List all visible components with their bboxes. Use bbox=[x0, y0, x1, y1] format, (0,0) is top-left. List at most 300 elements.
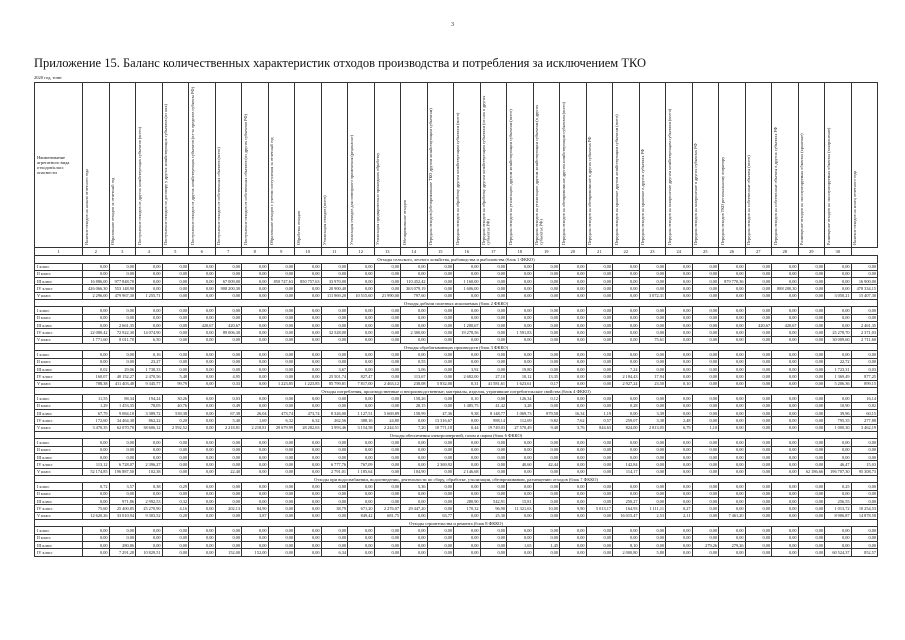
table-cell: 0,00 bbox=[83, 446, 110, 453]
table-cell: 0,00 bbox=[613, 534, 640, 541]
table-row bbox=[35, 402, 878, 409]
hazard-class-label: V класс bbox=[35, 380, 83, 387]
table-cell: 0,00 bbox=[295, 322, 322, 329]
table-cell: 0,00 bbox=[772, 549, 799, 556]
table-cell: 0,00 bbox=[613, 329, 640, 336]
table-cell: 0,00 bbox=[83, 542, 110, 549]
table-cell: 0,00 bbox=[162, 329, 189, 336]
table-cell: 0,00 bbox=[719, 498, 746, 505]
table-row bbox=[35, 549, 878, 556]
column-number: 25 bbox=[692, 248, 719, 256]
table-cell: 0,00 bbox=[480, 351, 507, 358]
table-cell: 0,00 bbox=[374, 454, 401, 461]
table-cell: 0,00 bbox=[268, 373, 295, 380]
table-cell: 3,67 bbox=[321, 366, 348, 373]
column-header bbox=[242, 83, 269, 248]
table-cell: 0,00 bbox=[268, 270, 295, 277]
table-cell: 0,00 bbox=[109, 454, 136, 461]
table-cell: 0,00 bbox=[348, 527, 375, 534]
table-cell: 0,00 bbox=[295, 454, 322, 461]
table-cell: 0,00 bbox=[666, 490, 693, 497]
table-cell: 0,00 bbox=[162, 351, 189, 358]
column-header-text: Передача отходов на хранение в других субъектах РФ bbox=[640, 148, 646, 245]
table-cell: 0,00 bbox=[533, 483, 560, 490]
table-cell: 0,00 bbox=[427, 395, 454, 402]
table-cell: 0,00 bbox=[268, 336, 295, 343]
table-cell: 0,00 bbox=[798, 329, 825, 336]
table-cell: 0,00 bbox=[136, 439, 163, 446]
table-cell: 0,00 bbox=[666, 549, 693, 556]
table-row bbox=[35, 278, 878, 285]
table-cell: 0,00 bbox=[533, 314, 560, 321]
table-cell: 0,00 bbox=[639, 278, 666, 285]
table-cell: 0,00 bbox=[613, 410, 640, 417]
table-cell: 0,00 bbox=[374, 395, 401, 402]
table-cell: 0,00 bbox=[295, 512, 322, 519]
table-cell: 0,00 bbox=[851, 534, 878, 541]
table-cell: 2 218,81 bbox=[242, 424, 269, 431]
table-cell: 0,17 bbox=[533, 380, 560, 387]
table-cell: 0,00 bbox=[666, 410, 693, 417]
table-cell: 15,81 bbox=[507, 498, 534, 505]
table-cell: 0,00 bbox=[348, 549, 375, 556]
table-cell: 0,00 bbox=[507, 307, 534, 314]
table-cell: 0,00 bbox=[374, 549, 401, 556]
table-cell: 0,00 bbox=[215, 542, 242, 549]
table-cell: 0,00 bbox=[851, 490, 878, 497]
table-cell: 0,00 bbox=[666, 454, 693, 461]
table-cell: 0,00 bbox=[215, 490, 242, 497]
table-cell: 0,00 bbox=[321, 336, 348, 343]
table-cell: 0,00 bbox=[374, 373, 401, 380]
table-cell: 2 791,01 bbox=[321, 468, 348, 475]
table-cell: 6,32 bbox=[268, 417, 295, 424]
table-cell: 0,00 bbox=[295, 446, 322, 453]
table-cell: 10,90 bbox=[825, 402, 852, 409]
table-cell: 478 334,15 bbox=[851, 285, 878, 292]
table-cell: 113,67 bbox=[401, 373, 428, 380]
table-cell: 0,00 bbox=[189, 402, 216, 409]
column-header bbox=[719, 83, 746, 248]
table-cell: 62 186,66 bbox=[798, 468, 825, 475]
hazard-class-label: IV класс bbox=[35, 505, 83, 512]
table-cell: 0,00 bbox=[798, 336, 825, 343]
table-cell: 0,00 bbox=[480, 263, 507, 270]
table-cell: 0,00 bbox=[666, 373, 693, 380]
table-cell: 0,00 bbox=[666, 446, 693, 453]
table-cell: 0,00 bbox=[586, 322, 613, 329]
table-cell: 0,00 bbox=[454, 439, 481, 446]
table-cell: 3 470,35 bbox=[83, 424, 110, 431]
table-cell: 0,00 bbox=[745, 278, 772, 285]
table-cell: 0,00 bbox=[454, 512, 481, 519]
table-cell: 8 011,70 bbox=[109, 336, 136, 343]
table-cell: 0,00 bbox=[639, 454, 666, 461]
column-header bbox=[268, 83, 295, 248]
table-cell: 67 009,00 bbox=[215, 278, 242, 285]
table-cell: 0,00 bbox=[586, 549, 613, 556]
table-cell: 0,00 bbox=[348, 402, 375, 409]
table-cell: 0,00 bbox=[189, 549, 216, 556]
section-title: Отходы обеспечения электроэнергией, газом и паром (блок 6 ФККО) bbox=[35, 431, 878, 439]
table-cell: 0,00 bbox=[348, 285, 375, 292]
table-cell: 0,00 bbox=[374, 314, 401, 321]
table-cell: 0,00 bbox=[560, 402, 587, 409]
table-cell: 6,34 bbox=[321, 549, 348, 556]
table-cell: 0,00 bbox=[109, 527, 136, 534]
table-cell: 2,48 bbox=[666, 417, 693, 424]
table-cell: 0,00 bbox=[851, 498, 878, 505]
table-cell: 0,00 bbox=[692, 373, 719, 380]
table-cell: 0,00 bbox=[639, 498, 666, 505]
table-cell: 0,00 bbox=[215, 270, 242, 277]
table-cell: 0,00 bbox=[692, 402, 719, 409]
table-cell: 22 080,42 bbox=[83, 329, 110, 336]
table-cell: 0,00 bbox=[480, 270, 507, 277]
table-cell: 0,00 bbox=[215, 439, 242, 446]
table-cell: 0,00 bbox=[772, 380, 799, 387]
table-cell: 0,00 bbox=[639, 358, 666, 365]
table-cell: 0,00 bbox=[639, 366, 666, 373]
table-cell: 0,00 bbox=[692, 417, 719, 424]
table-cell: 0,00 bbox=[798, 270, 825, 277]
table-cell: 0,00 bbox=[692, 278, 719, 285]
table-cell: 0,00 bbox=[136, 527, 163, 534]
hazard-class-label: I класс bbox=[35, 263, 83, 270]
column-header-text: Поступление отходов от других хозяйствующих субъектов (из-за пределов субъекта РФ) bbox=[189, 87, 195, 245]
table-cell: 0,00 bbox=[401, 263, 428, 270]
table-cell: 0,00 bbox=[374, 446, 401, 453]
table-cell: 75,60 bbox=[83, 505, 110, 512]
table-cell: 0,00 bbox=[719, 270, 746, 277]
table-cell: 0,00 bbox=[454, 351, 481, 358]
column-number: 14 bbox=[401, 248, 428, 256]
table-cell: 40 152,27 bbox=[109, 373, 136, 380]
table-cell: 0,00 bbox=[613, 483, 640, 490]
table-cell: 0,00 bbox=[136, 278, 163, 285]
table-cell: 0,00 bbox=[560, 490, 587, 497]
column-number: 27 bbox=[745, 248, 772, 256]
table-cell: 0,00 bbox=[162, 263, 189, 270]
table-cell: 0,00 bbox=[136, 263, 163, 270]
table-cell: 0,00 bbox=[189, 373, 216, 380]
table-cell: 0,00 bbox=[745, 534, 772, 541]
table-units: 2020 год, тонн bbox=[34, 75, 62, 80]
table-cell: 22,72 bbox=[825, 358, 852, 365]
table-cell: 0,00 bbox=[321, 483, 348, 490]
column-header-text: Передача отходов на захоронение в других субъектах РФ bbox=[693, 143, 699, 245]
table-cell: 0,00 bbox=[189, 542, 216, 549]
table-cell: 0,00 bbox=[427, 270, 454, 277]
table-cell: 0,00 bbox=[242, 278, 269, 285]
table-cell: 0,00 bbox=[639, 542, 666, 549]
table-row bbox=[35, 417, 878, 424]
table-cell: 0,00 bbox=[613, 351, 640, 358]
table-cell: 0,16 bbox=[136, 351, 163, 358]
table-cell: 824,00 bbox=[613, 424, 640, 431]
table-row bbox=[35, 380, 878, 387]
table-cell: 2 276,07 bbox=[374, 505, 401, 512]
table-cell: 0,00 bbox=[189, 307, 216, 314]
table-cell: 0,00 bbox=[427, 498, 454, 505]
table-cell: 0,00 bbox=[162, 542, 189, 549]
table-cell: 7 461,20 bbox=[719, 512, 746, 519]
table-cell: 0,00 bbox=[374, 439, 401, 446]
table-cell: 5 206,36 bbox=[825, 380, 852, 387]
table-cell: 0,00 bbox=[321, 314, 348, 321]
table-cell: 0,00 bbox=[189, 417, 216, 424]
table-cell: 7,62 bbox=[560, 417, 587, 424]
table-cell: 0,00 bbox=[136, 454, 163, 461]
table-cell: 0,00 bbox=[295, 373, 322, 380]
column-number: 12 bbox=[348, 248, 375, 256]
column-header bbox=[825, 83, 852, 248]
table-row bbox=[35, 490, 878, 497]
column-header-text: Передача отходов на обезвреживание в других субъектах РФ bbox=[587, 136, 593, 245]
table-cell: 0,00 bbox=[401, 439, 428, 446]
column-header bbox=[348, 83, 375, 248]
table-cell: 0,00 bbox=[109, 314, 136, 321]
table-cell: 0,00 bbox=[268, 322, 295, 329]
table-cell: 0,00 bbox=[745, 454, 772, 461]
table-cell: 971,86 bbox=[109, 498, 136, 505]
table-cell: 0,00 bbox=[374, 285, 401, 292]
table-cell: 60 524,37 bbox=[825, 549, 852, 556]
table-row bbox=[35, 424, 878, 431]
table-cell: 0,00 bbox=[162, 461, 189, 468]
table-cell: 0,20 bbox=[162, 417, 189, 424]
table-cell: 38 606,12 bbox=[136, 424, 163, 431]
table-cell: 67,38 bbox=[215, 410, 242, 417]
table-cell: 16 015,47 bbox=[613, 512, 640, 519]
table-cell: 0,00 bbox=[189, 285, 216, 292]
table-cell: 0,00 bbox=[586, 395, 613, 402]
table-cell: 797,60 bbox=[401, 292, 428, 299]
table-cell: 8 326,00 bbox=[321, 410, 348, 417]
table-cell: 0,00 bbox=[268, 307, 295, 314]
table-cell: 0,00 bbox=[719, 468, 746, 475]
table-cell: 0,00 bbox=[454, 336, 481, 343]
table-cell: 0,00 bbox=[215, 483, 242, 490]
table-cell: 0,00 bbox=[427, 468, 454, 475]
table-cell: 0,00 bbox=[83, 527, 110, 534]
waste-balance-table bbox=[34, 82, 878, 557]
table-cell: 0,00 bbox=[772, 402, 799, 409]
table-cell: 0,00 bbox=[268, 285, 295, 292]
table-cell: 15 407,30 bbox=[851, 292, 878, 299]
table-cell: 5 013,17 bbox=[586, 505, 613, 512]
table-cell: 28,15 bbox=[401, 402, 428, 409]
table-cell: 9 303,52 bbox=[136, 512, 163, 519]
table-cell: 0,00 bbox=[162, 307, 189, 314]
table-cell: 0,00 bbox=[427, 278, 454, 285]
table-cell: 0,00 bbox=[745, 512, 772, 519]
table-cell: 0,00 bbox=[692, 549, 719, 556]
table-cell: 0,00 bbox=[533, 278, 560, 285]
hazard-class-label: II класс bbox=[35, 358, 83, 365]
table-cell: 1 000,30 bbox=[825, 424, 852, 431]
section-title: Отходы обрабатывающих производств (блок 3 ФККО) bbox=[35, 343, 878, 351]
table-cell: 0,00 bbox=[162, 490, 189, 497]
table-cell: 0,00 bbox=[692, 498, 719, 505]
table-cell: 0,38 bbox=[136, 483, 163, 490]
section-header-row bbox=[35, 343, 878, 351]
table-cell: 0,00 bbox=[772, 461, 799, 468]
column-header bbox=[189, 83, 216, 248]
table-row bbox=[35, 439, 878, 446]
table-cell: 0,00 bbox=[427, 366, 454, 373]
table-cell: 0,00 bbox=[798, 505, 825, 512]
table-cell: 1 127,51 bbox=[348, 410, 375, 417]
hazard-class-label: I класс bbox=[35, 483, 83, 490]
table-cell: 0,00 bbox=[427, 490, 454, 497]
table-cell: 1 738,33 bbox=[136, 366, 163, 373]
hazard-class-label: I класс bbox=[35, 395, 83, 402]
table-cell: 0,00 bbox=[719, 549, 746, 556]
table-cell: 0,00 bbox=[586, 329, 613, 336]
table-cell: 0,00 bbox=[321, 512, 348, 519]
table-cell: 3,76 bbox=[560, 424, 587, 431]
table-cell: 25 270,90 bbox=[136, 505, 163, 512]
table-cell: 0,00 bbox=[666, 263, 693, 270]
table-cell: 0,00 bbox=[480, 527, 507, 534]
table-cell: 0,00 bbox=[242, 380, 269, 387]
column-number: 26 bbox=[719, 248, 746, 256]
table-cell: 2,11 bbox=[666, 512, 693, 519]
table-cell: 0,00 bbox=[719, 285, 746, 292]
table-cell: 0,00 bbox=[83, 454, 110, 461]
column-header-text: Поступление отходов из других хозяйствующих субъектов (всего) bbox=[136, 126, 142, 245]
table-cell: 0,00 bbox=[401, 351, 428, 358]
table-cell: 0,00 bbox=[162, 366, 189, 373]
table-cell: 0,00 bbox=[374, 366, 401, 373]
table-cell: 0,00 bbox=[189, 454, 216, 461]
column-number: 9 bbox=[268, 248, 295, 256]
table-cell: 2 244,51 bbox=[374, 424, 401, 431]
hazard-class-label: IV класс bbox=[35, 461, 83, 468]
table-cell: 0,00 bbox=[666, 461, 693, 468]
table-cell: 3,92 bbox=[454, 366, 481, 373]
table-cell: 0,00 bbox=[189, 512, 216, 519]
table-cell: 1 185,64 bbox=[348, 468, 375, 475]
column-header-text: Передача отходов на собственные объекты в других субъектах РФ bbox=[772, 126, 778, 245]
table-cell: 0,32 bbox=[162, 498, 189, 505]
table-cell: 0,00 bbox=[666, 336, 693, 343]
table-cell: 60,15 bbox=[851, 410, 878, 417]
table-cell: 9,90 bbox=[560, 505, 587, 512]
table-cell: 5,40 bbox=[215, 417, 242, 424]
table-cell: 0,00 bbox=[189, 278, 216, 285]
table-cell: 0,00 bbox=[613, 336, 640, 343]
table-cell: 196 707,30 bbox=[825, 468, 852, 475]
table-cell: 0,00 bbox=[639, 322, 666, 329]
table-cell: 0,00 bbox=[745, 468, 772, 475]
table-cell: 0,00 bbox=[639, 351, 666, 358]
table-cell: 0,00 bbox=[613, 446, 640, 453]
table-cell: 0,00 bbox=[348, 270, 375, 277]
table-cell: 0,00 bbox=[215, 446, 242, 453]
table-cell: 0,00 bbox=[666, 395, 693, 402]
table-cell: 0,00 bbox=[560, 395, 587, 402]
table-cell: 280,90 bbox=[454, 498, 481, 505]
table-cell: 0,00 bbox=[772, 366, 799, 373]
table-cell: 0,00 bbox=[480, 439, 507, 446]
hazard-class-label: IV класс bbox=[35, 417, 83, 424]
table-cell: 0,00 bbox=[533, 322, 560, 329]
table-cell: 0,00 bbox=[825, 307, 852, 314]
table-cell: 0,00 bbox=[109, 446, 136, 453]
column-number-row bbox=[35, 248, 878, 256]
table-cell: 0,00 bbox=[268, 490, 295, 497]
table-cell: 0,00 bbox=[586, 307, 613, 314]
table-cell: 411 403,48 bbox=[109, 380, 136, 387]
table-cell: 0,00 bbox=[215, 351, 242, 358]
table-cell: 0,00 bbox=[745, 395, 772, 402]
table-cell: 0,00 bbox=[851, 263, 878, 270]
table-cell: 0,28 bbox=[613, 402, 640, 409]
table-cell: 196 887,50 bbox=[109, 468, 136, 475]
table-cell: 0,00 bbox=[109, 490, 136, 497]
table-cell: 262,56 bbox=[321, 417, 348, 424]
table-cell: 3,38 bbox=[639, 417, 666, 424]
table-cell: 0,00 bbox=[719, 263, 746, 270]
table-cell: 0,00 bbox=[798, 549, 825, 556]
table-cell: 879,58 bbox=[533, 410, 560, 417]
table-cell: 0,00 bbox=[560, 373, 587, 380]
table-cell: 0,00 bbox=[586, 483, 613, 490]
table-cell: 0,00 bbox=[639, 439, 666, 446]
table-cell: 0,00 bbox=[480, 278, 507, 285]
table-cell: 0,00 bbox=[825, 439, 852, 446]
table-cell: 0,00 bbox=[560, 446, 587, 453]
table-cell: 0,00 bbox=[666, 439, 693, 446]
table-cell: 0,00 bbox=[639, 329, 666, 336]
table-cell: 0,00 bbox=[401, 490, 428, 497]
table-cell: 0,00 bbox=[719, 351, 746, 358]
table-cell: 0,00 bbox=[772, 542, 799, 549]
table-cell: 473,74 bbox=[268, 410, 295, 417]
table-cell: 1 223,85 bbox=[295, 380, 322, 387]
table-cell: 0,29 bbox=[162, 483, 189, 490]
table-cell: 553 148,90 bbox=[109, 285, 136, 292]
table-cell: 2 369,92 bbox=[427, 461, 454, 468]
table-cell: 0,00 bbox=[772, 454, 799, 461]
table-cell: 899,15 bbox=[851, 380, 878, 387]
table-cell: 0,00 bbox=[692, 439, 719, 446]
table-cell: 2 000,80 bbox=[613, 549, 640, 556]
column-number: 18 bbox=[507, 248, 534, 256]
column-number: 28 bbox=[772, 248, 799, 256]
table-cell: 0,00 bbox=[295, 402, 322, 409]
table-cell: 0,00 bbox=[401, 549, 428, 556]
table-cell: 0,00 bbox=[719, 358, 746, 365]
table-cell: 0,00 bbox=[321, 542, 348, 549]
table-cell: 0,00 bbox=[321, 439, 348, 446]
table-cell: 110 452,42 bbox=[401, 278, 428, 285]
table-cell: 104,90 bbox=[401, 468, 428, 475]
table-cell: 0,00 bbox=[560, 278, 587, 285]
table-cell: 7,24 bbox=[613, 366, 640, 373]
column-header bbox=[295, 83, 322, 248]
table-row bbox=[35, 351, 878, 358]
table-cell: 164,93 bbox=[613, 505, 640, 512]
table-cell: 0,57 bbox=[586, 417, 613, 424]
table-cell: 0,00 bbox=[83, 498, 110, 505]
table-cell: 256,55 bbox=[825, 498, 852, 505]
table-cell: 0,00 bbox=[374, 534, 401, 541]
hazard-class-label: II класс bbox=[35, 490, 83, 497]
table-cell: 0,00 bbox=[692, 285, 719, 292]
